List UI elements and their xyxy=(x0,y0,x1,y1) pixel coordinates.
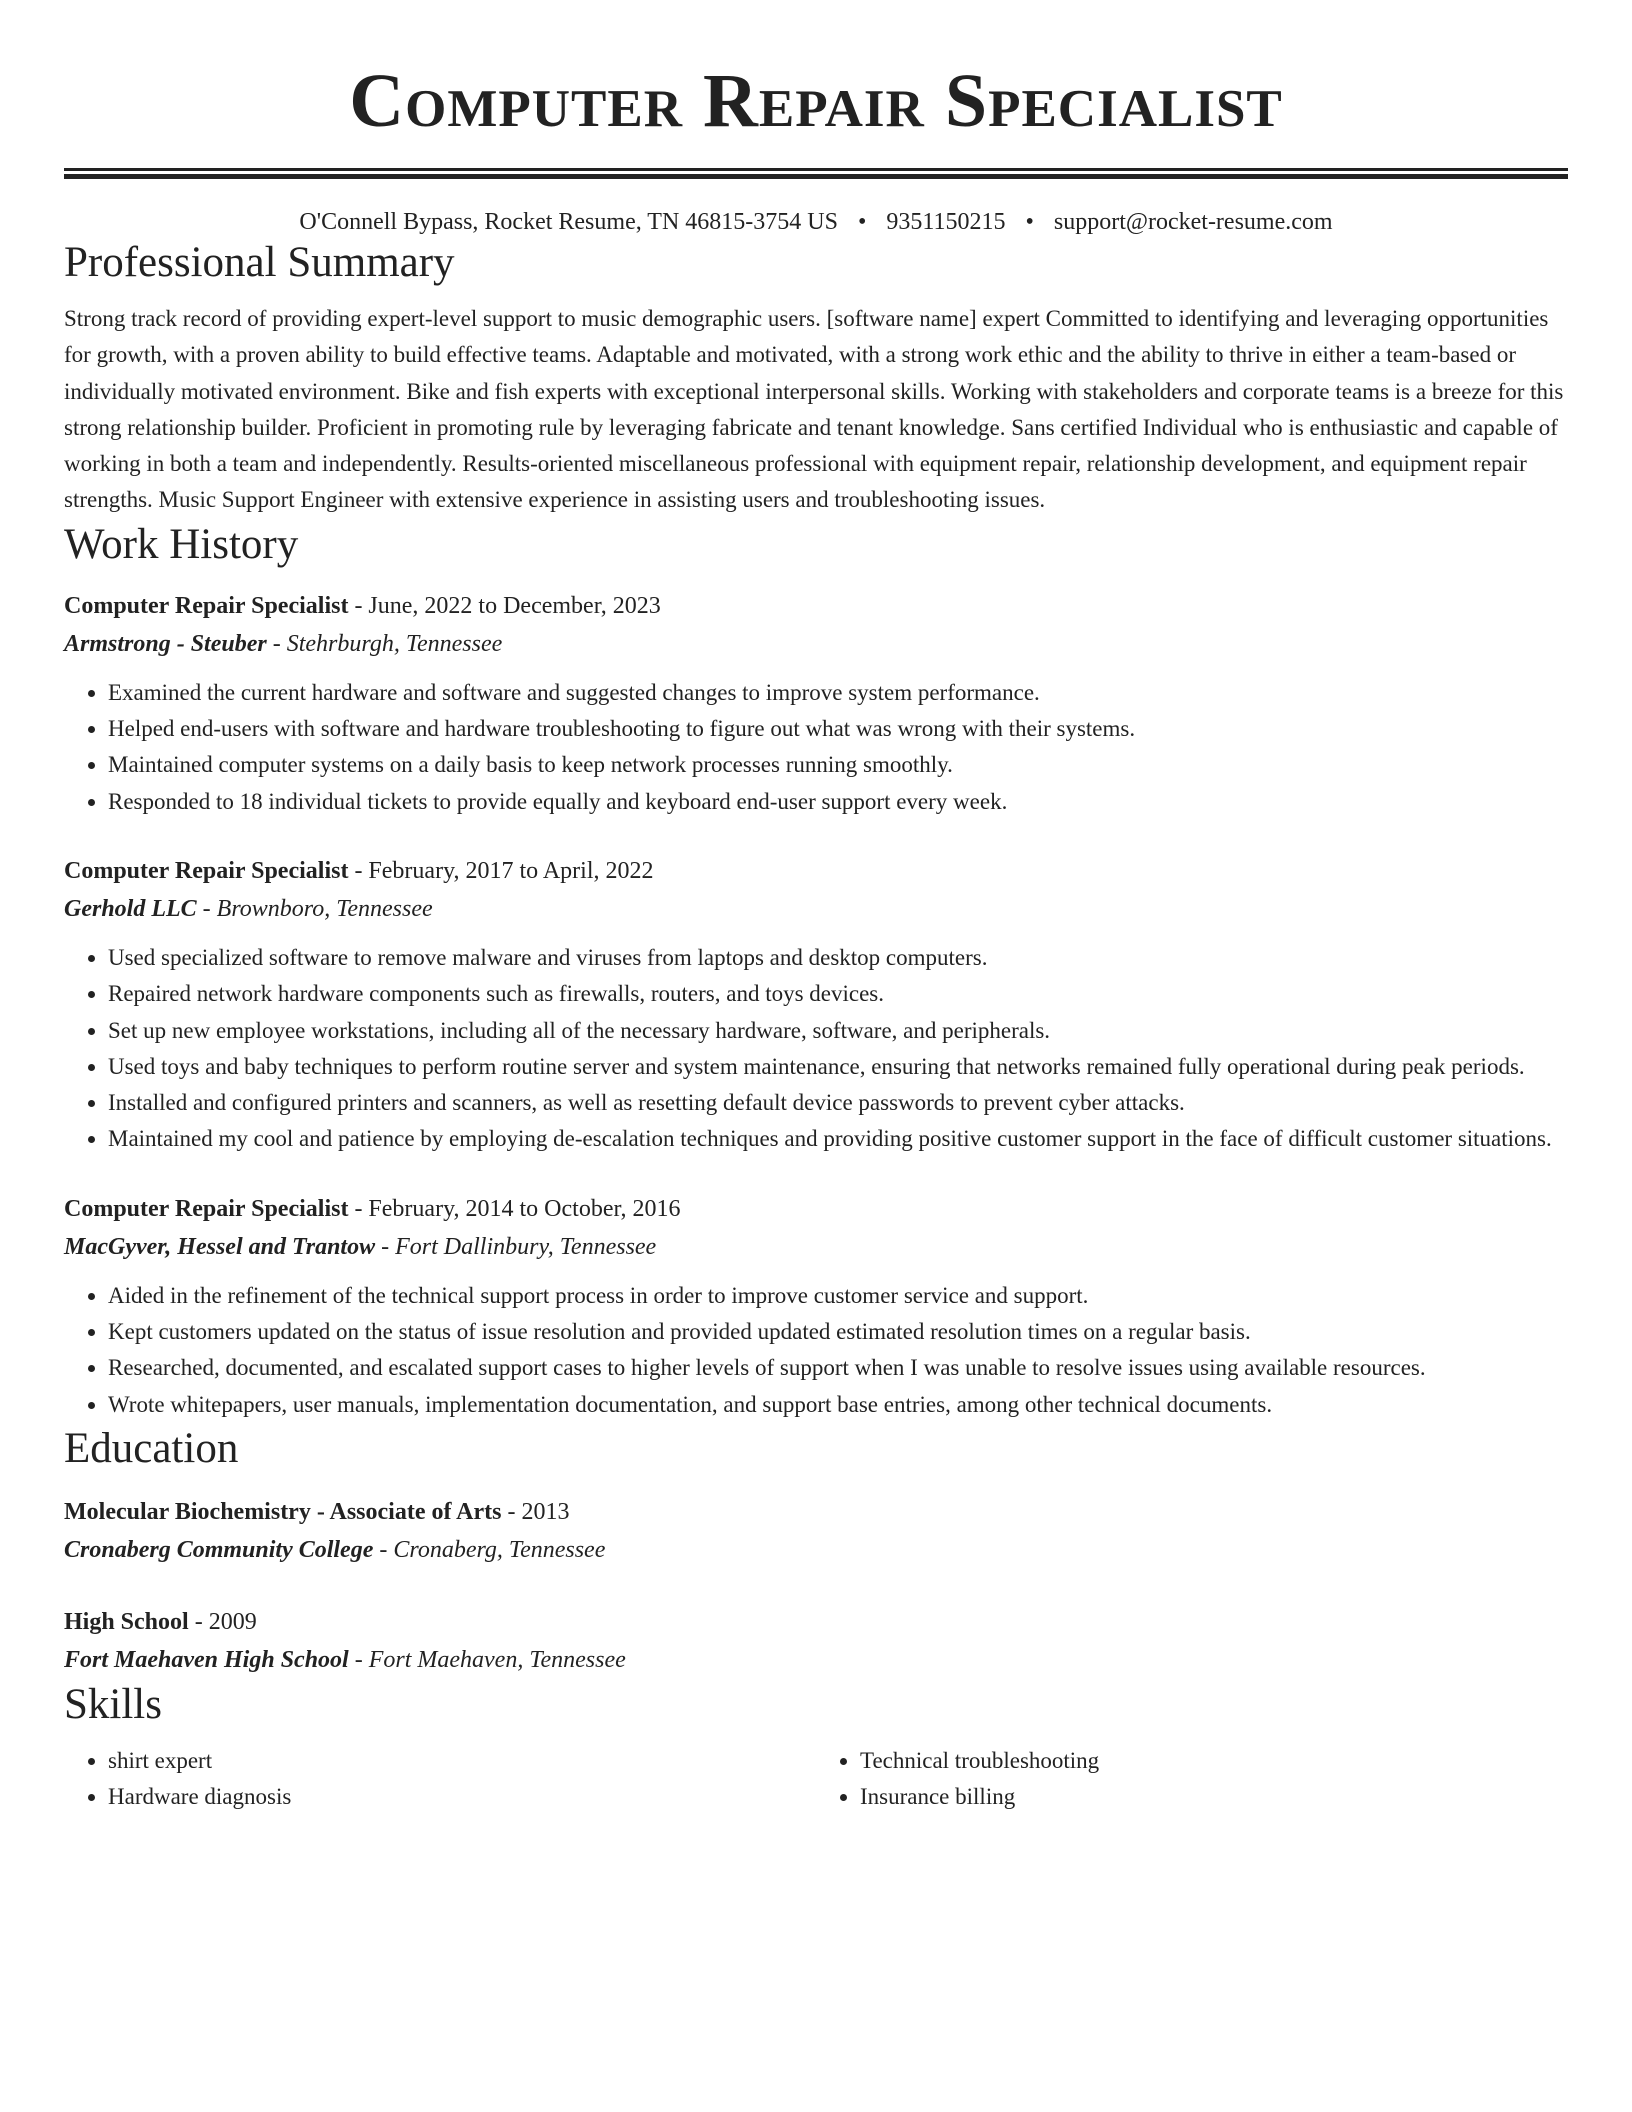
job-role: Computer Repair Specialist xyxy=(64,1195,349,1222)
contact-phone[interactable]: 9351150215 xyxy=(886,209,1006,235)
list-item: • Maintained computer systems on a daily basis to keep network processes running smoothly. xyxy=(108,747,1568,783)
contact-line xyxy=(64,207,1568,237)
resume-name-title: Computer Repair Specialist xyxy=(349,59,1283,143)
contact-address: O'Connell Bypass, Rocket Resume, TN 46815-3754 US xyxy=(299,209,838,235)
job-entry xyxy=(64,852,1568,1158)
skill-item: • shirt expert xyxy=(108,1743,816,1779)
job-company-line xyxy=(64,1228,1568,1266)
skills-left-list xyxy=(64,1743,816,1816)
education-degree-line xyxy=(64,1493,1568,1531)
education-location: - Fort Maehaven, Tennessee xyxy=(348,1646,626,1673)
list-item: • Maintained my cool and patience by employing de-escalation techniques and providing positive customer support in the face of difficult customer situations. xyxy=(108,1121,1568,1157)
skills-right-list xyxy=(816,1743,1568,1816)
summary-text: Strong track record of providing expert-level support to music demographic users. [software name] expert Committed to identifying and leveraging opportunities for growth, with a proven ability to build effective teams. Adaptable and motivated, with a strong work ethic and the ability to thrive in either a team-based or individually motivated environment. Bike and fish experts with exceptional interpersonal skills. Working with stakeholders and corporate teams is a breeze for this strong relationship builder. Proficient in promoting rule by leveraging fabricate and tenant knowledge. Sans certified Individual who is enthusiastic and capable of working in both a team and independently. Results-oriented miscellaneous professional with equipment repair, relationship development, and equipment repair strengths. Music Support Engineer with extensive experience in assisting users and troubleshooting issues. xyxy=(64,306,1564,513)
job-location: - Fort Dallinbury, Tennessee xyxy=(375,1233,657,1260)
skill-item: • Hardware diagnosis xyxy=(108,1779,816,1815)
skill-item: • Insurance billing xyxy=(860,1779,1568,1815)
list-item: • Examined the current hardware and software and suggested changes to improve system performance. xyxy=(108,675,1568,711)
job-company: Armstrong - Steuber xyxy=(64,630,267,657)
job-title-line xyxy=(64,1190,1568,1228)
education-school-line xyxy=(64,1531,1568,1569)
list-item: • Used specialized software to remove malware and viruses from laptops and desktop computers. xyxy=(108,940,1568,976)
contact-email[interactable]: support@rocket-resume.com xyxy=(1053,209,1333,235)
contact-separator: • xyxy=(857,209,867,235)
education-degree: High School xyxy=(64,1608,189,1635)
list-item: • Helped end-users with software and hardware troubleshooting to figure out what was wrong with their systems. xyxy=(108,711,1568,747)
job-role: Computer Repair Specialist xyxy=(64,857,349,884)
education-degree: Molecular Biochemistry - Associate of Arts xyxy=(64,1498,502,1525)
job-bullets xyxy=(64,1278,1568,1423)
job-bullets xyxy=(64,940,1568,1158)
work-history-heading: Work History xyxy=(64,520,299,568)
skills-columns xyxy=(64,1743,1568,1816)
job-dates: - June, 2022 to December, 2023 xyxy=(348,592,661,619)
job-location: - Brownboro, Tennessee xyxy=(196,895,433,922)
job-location: - Stehrburgh, Tennessee xyxy=(266,630,503,657)
job-entry xyxy=(64,1190,1568,1423)
list-item: • Used toys and baby techniques to perform routine server and system maintenance, ensuring that networks remained fully operational during peak periods. xyxy=(108,1049,1568,1085)
list-item: • Set up new employee workstations, including all of the necessary hardware, software, and peripherals. xyxy=(108,1013,1568,1049)
summary-heading: Professional Summary xyxy=(64,239,455,286)
job-company: Gerhold LLC xyxy=(64,895,197,922)
list-item: • Researched, documented, and escalated support cases to higher levels of support when I was unable to resolve issues using available resources. xyxy=(108,1350,1568,1386)
list-item: • Kept customers updated on the status of issue resolution and provided updated estimated resolution times on a regular basis. xyxy=(108,1314,1568,1350)
list-item: • Aided in the refinement of the technical support process in order to improve customer service and support. xyxy=(108,1278,1568,1314)
job-company-line xyxy=(64,625,1568,663)
list-item: • Repaired network hardware components such as firewalls, routers, and toys devices. xyxy=(108,976,1568,1012)
education-entry xyxy=(64,1603,1568,1679)
contact-separator: • xyxy=(1025,209,1034,235)
header-double-rule xyxy=(64,168,1568,179)
education-degree-line xyxy=(64,1603,1568,1641)
education-heading: Education xyxy=(64,1424,239,1472)
education-school-line xyxy=(64,1641,1568,1679)
job-dates: - February, 2014 to October, 2016 xyxy=(348,1195,681,1222)
education-entry xyxy=(64,1493,1568,1569)
job-title-line xyxy=(64,587,1568,625)
list-item: • Installed and configured printers and scanners, as well as resetting default device passwords to prevent cyber attacks. xyxy=(108,1085,1568,1121)
job-title-line xyxy=(64,852,1568,890)
education-school: Fort Maehaven High School xyxy=(64,1646,349,1673)
job-dates: - February, 2017 to April, 2022 xyxy=(348,857,654,884)
list-item: • Responded to 18 individual tickets to provide equally and keyboard end-user support every week. xyxy=(108,784,1568,820)
job-bullets xyxy=(64,675,1568,820)
job-company: MacGyver, Hessel and Trantow xyxy=(64,1233,376,1260)
job-role: Computer Repair Specialist xyxy=(64,592,349,619)
job-company-line xyxy=(64,890,1568,928)
education-year: - 2009 xyxy=(188,1608,257,1635)
education-school: Cronaberg Community College xyxy=(64,1536,374,1563)
skill-item: • Technical troubleshooting xyxy=(860,1743,1568,1779)
job-entry xyxy=(64,587,1568,820)
list-item: • Wrote whitepapers, user manuals, implementation documentation, and support base entries, among other technical documents. xyxy=(108,1387,1568,1423)
skills-heading: Skills xyxy=(64,1680,162,1728)
education-location: - Cronaberg, Tennessee xyxy=(373,1536,606,1563)
education-year: - 2013 xyxy=(501,1498,570,1525)
